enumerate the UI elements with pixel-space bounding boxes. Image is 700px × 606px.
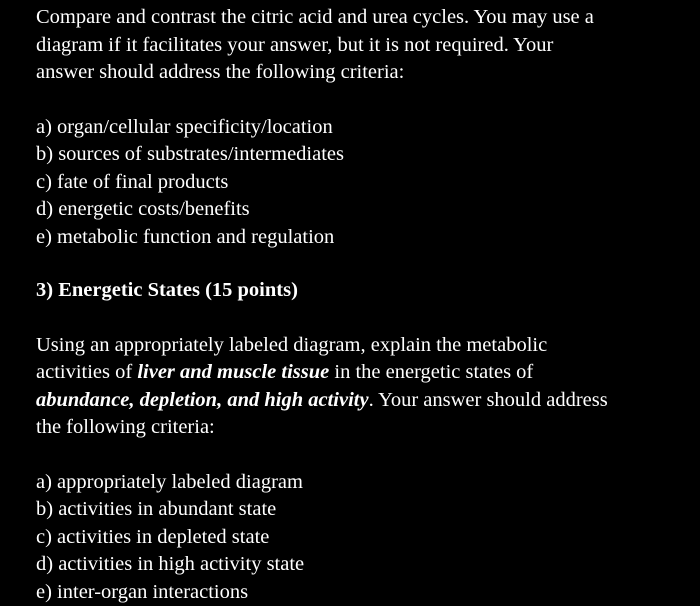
intro-line: Compare and contrast the citric acid and urea cycles. You may use a: [36, 4, 696, 32]
criteria-item: b) activities in abundant state: [36, 496, 696, 524]
question-3-body: [36, 332, 696, 442]
criteria-item: d) activities in high activity state: [36, 551, 696, 579]
emphasis-text: abundance, depletion, and high activity: [36, 389, 369, 411]
criteria-item: e) metabolic function and regulation: [36, 224, 696, 252]
document-page: [36, 0, 696, 606]
intro-line: answer should address the following criteria:: [36, 59, 696, 87]
body-line: [36, 387, 696, 415]
question-3-heading: 3) Energetic States (15 points): [36, 277, 696, 305]
question-2-intro: [36, 4, 696, 87]
intro-line: diagram if it facilitates your answer, but it is not required. Your: [36, 32, 696, 60]
question-2-criteria-list: [36, 114, 696, 252]
criteria-item: a) organ/cellular specificity/location: [36, 114, 696, 142]
body-text: activities of: [36, 361, 137, 383]
question-3-criteria-list: [36, 469, 696, 606]
criteria-item: e) inter-organ interactions: [36, 579, 696, 606]
body-line: the following criteria:: [36, 414, 696, 442]
criteria-item: c) fate of final products: [36, 169, 696, 197]
criteria-item: d) energetic costs/benefits: [36, 196, 696, 224]
body-text: in the energetic states of: [329, 361, 533, 383]
body-line: [36, 359, 696, 387]
criteria-item: a) appropriately labeled diagram: [36, 469, 696, 497]
body-line: Using an appropriately labeled diagram, explain the metabolic: [36, 332, 696, 360]
body-text: . Your answer should address: [369, 389, 608, 411]
criteria-item: b) sources of substrates/intermediates: [36, 141, 696, 169]
criteria-item: c) activities in depleted state: [36, 524, 696, 552]
emphasis-text: liver and muscle tissue: [137, 361, 329, 383]
